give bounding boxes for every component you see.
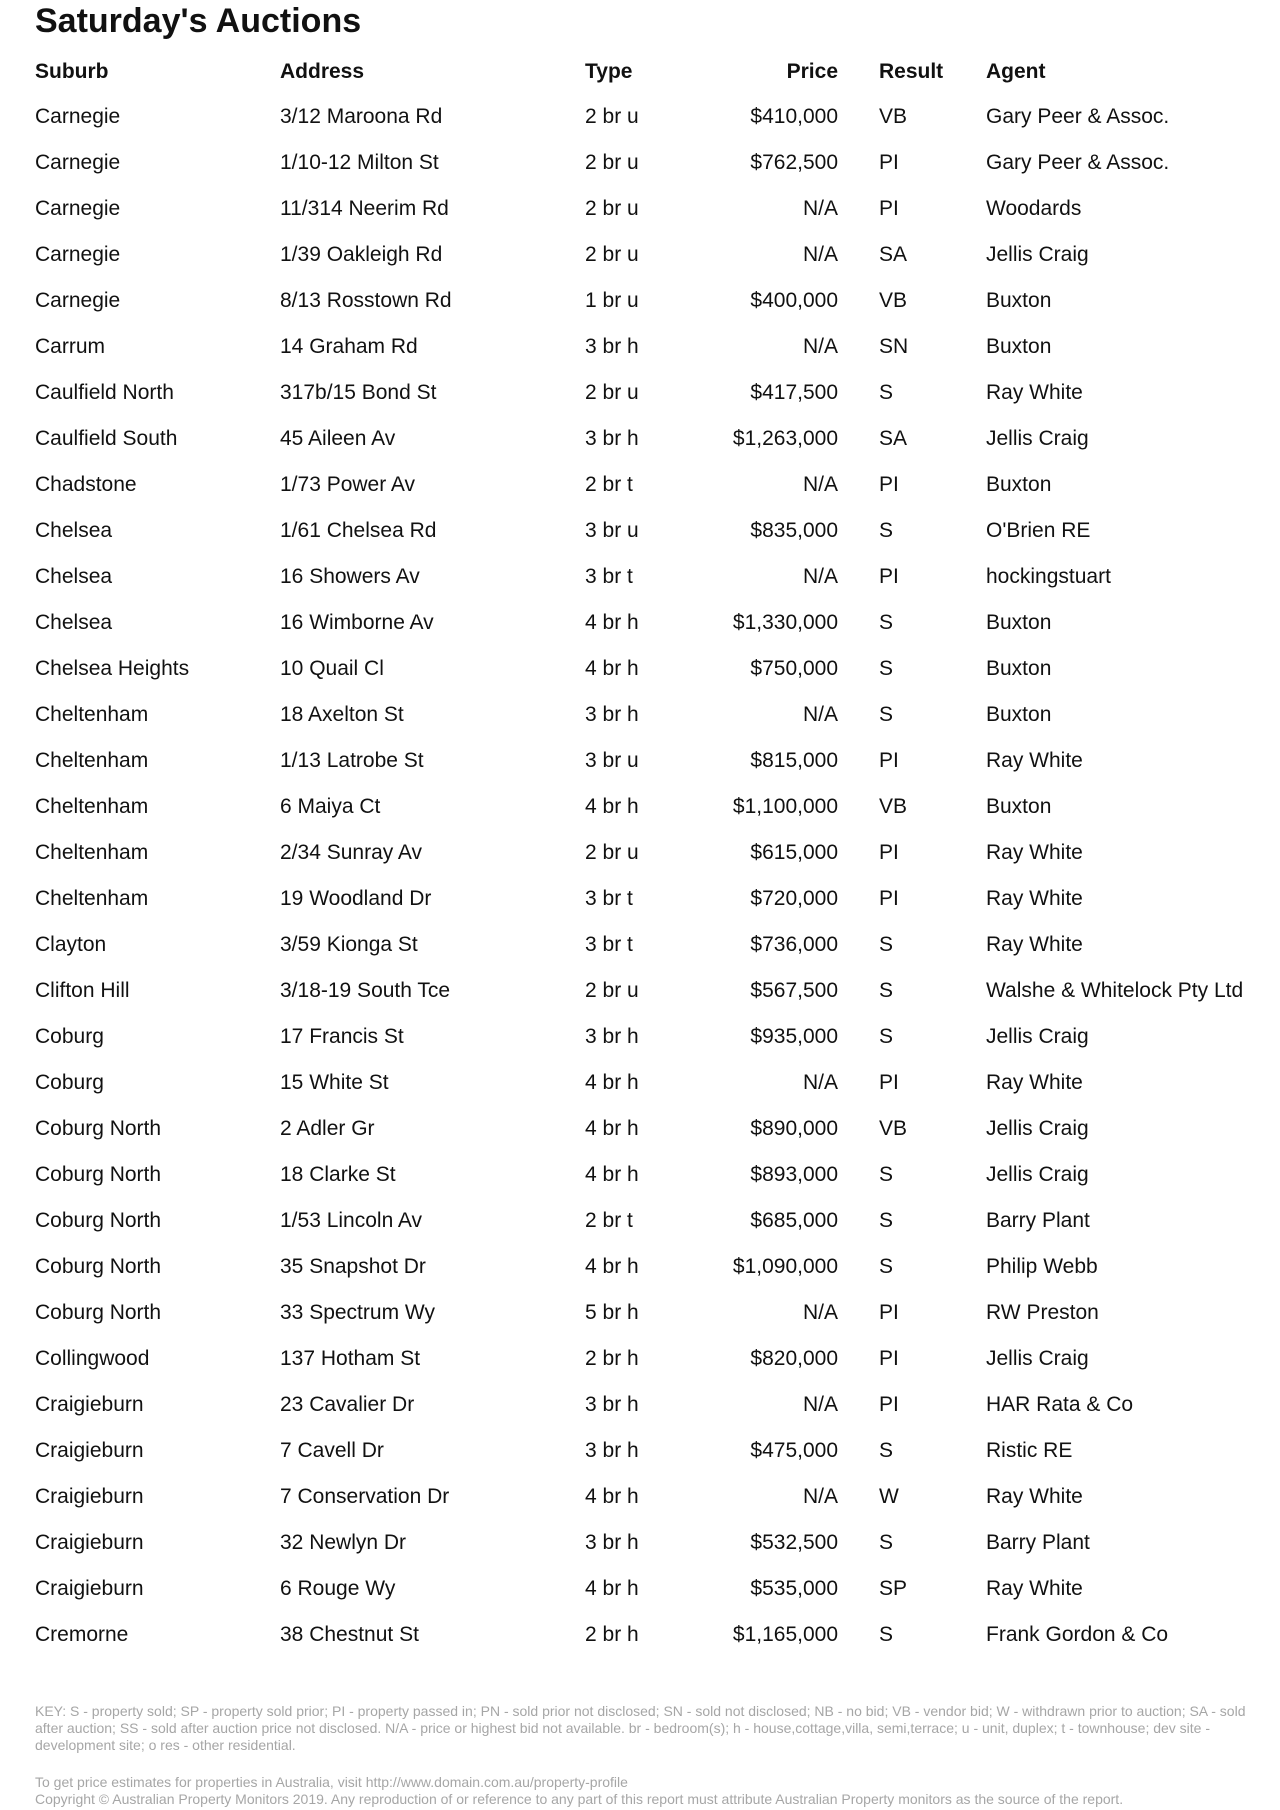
cell-type: 2 br u: [585, 243, 639, 266]
cell-gap: [838, 1106, 879, 1152]
cell-suburb: Coburg North: [35, 1209, 162, 1232]
cell-result: PI: [879, 197, 899, 220]
cell-result: S: [879, 611, 894, 634]
cell-agent: Ray White: [986, 749, 1083, 772]
cell-address: 18 Axelton St: [280, 703, 404, 726]
cell-result: VB: [879, 1117, 908, 1140]
cell-result: S: [879, 657, 894, 680]
cell-suburb: Collingwood: [35, 1347, 150, 1370]
cell-agent: Ristic RE: [986, 1439, 1073, 1462]
cell-gap: [838, 1198, 879, 1244]
cell-gap: [838, 416, 879, 462]
cell-suburb: Clifton Hill: [35, 979, 130, 1002]
cell-result: S: [879, 381, 894, 404]
table-row: [35, 508, 1255, 554]
column-header-result: Result: [879, 60, 944, 83]
cell-suburb: Chadstone: [35, 473, 137, 496]
cell-address: 19 Woodland Dr: [280, 887, 432, 910]
cell-agent: Buxton: [986, 335, 1052, 358]
cell-address: 1/73 Power Av: [280, 473, 416, 496]
cell-type: 4 br h: [585, 1117, 639, 1140]
table-row: [35, 784, 1255, 830]
cell-agent: RW Preston: [986, 1301, 1099, 1324]
cell-gap: [838, 1520, 879, 1566]
table-row: [35, 232, 1255, 278]
cell-type: 2 br u: [585, 381, 639, 404]
header-row: [35, 50, 1255, 94]
cell-gap: [838, 508, 879, 554]
cell-address: 16 Showers Av: [280, 565, 420, 588]
cell-address: 1/10-12 Milton St: [280, 151, 439, 174]
cell-suburb: Clayton: [35, 933, 107, 956]
cell-type: 3 br t: [585, 887, 633, 910]
cell-result: S: [879, 1623, 894, 1646]
cell-result: S: [879, 1163, 894, 1186]
cell-suburb: Carnegie: [35, 151, 121, 174]
cell-type: 2 br u: [585, 841, 639, 864]
cell-gap: [838, 324, 879, 370]
cell-type: 2 br t: [585, 473, 633, 496]
cell-gap: [838, 186, 879, 232]
cell-agent: Jellis Craig: [986, 243, 1089, 266]
cell-agent: Ray White: [986, 887, 1083, 910]
cell-gap: [838, 1060, 879, 1106]
table-row: [35, 692, 1255, 738]
cell-result: VB: [879, 289, 908, 312]
cell-agent: Walshe & Whitelock Pty Ltd: [986, 979, 1244, 1002]
cell-result: SN: [879, 335, 909, 358]
cell-price: N/A: [802, 473, 838, 496]
cell-suburb: Coburg North: [35, 1163, 162, 1186]
cell-gap: [838, 1290, 879, 1336]
cell-price: $893,000: [750, 1163, 838, 1186]
cell-address: 3/12 Maroona Rd: [280, 105, 443, 128]
cell-suburb: Chelsea Heights: [35, 657, 190, 680]
cell-suburb: Craigieburn: [35, 1393, 144, 1416]
price-estimate-note: To get price estimates for properties in Australia, visit http://www.domain.com.au/property-profile: [35, 1774, 628, 1790]
cell-price: $1,090,000: [732, 1255, 838, 1278]
cell-result: W: [879, 1485, 899, 1508]
auction-results-table: [35, 50, 1255, 1658]
cell-gap: [838, 1566, 879, 1612]
cell-address: 1/39 Oakleigh Rd: [280, 243, 443, 266]
cell-suburb: Cheltenham: [35, 749, 149, 772]
cell-price: $615,000: [750, 841, 838, 864]
page-title: Saturday's Auctions: [35, 2, 362, 40]
table-row: [35, 830, 1255, 876]
cell-price: $835,000: [750, 519, 838, 542]
cell-price: N/A: [802, 1071, 838, 1094]
table-row: [35, 554, 1255, 600]
cell-suburb: Craigieburn: [35, 1485, 144, 1508]
cell-price: $1,100,000: [732, 795, 838, 818]
cell-address: 33 Spectrum Wy: [280, 1301, 436, 1324]
table-row: [35, 1566, 1255, 1612]
cell-gap: [838, 278, 879, 324]
table-row: [35, 1382, 1255, 1428]
cell-price: $567,500: [750, 979, 838, 1002]
cell-result: PI: [879, 841, 899, 864]
cell-address: 8/13 Rosstown Rd: [280, 289, 452, 312]
table-row: [35, 1106, 1255, 1152]
cell-type: 3 br h: [585, 1531, 639, 1554]
table-row: [35, 1336, 1255, 1382]
cell-suburb: Cheltenham: [35, 841, 149, 864]
cell-suburb: Carnegie: [35, 105, 121, 128]
cell-agent: Ray White: [986, 933, 1083, 956]
cell-suburb: Coburg North: [35, 1255, 162, 1278]
cell-price: $820,000: [750, 1347, 838, 1370]
cell-type: 4 br h: [585, 1163, 639, 1186]
cell-gap: [838, 692, 879, 738]
cell-result: S: [879, 1531, 894, 1554]
cell-type: 2 br h: [585, 1623, 639, 1646]
column-header-address: Address: [280, 60, 365, 83]
cell-suburb: Chelsea: [35, 565, 113, 588]
cell-address: 17 Francis St: [280, 1025, 404, 1048]
table-row: [35, 600, 1255, 646]
cell-address: 3/18-19 South Tce: [280, 979, 451, 1002]
cell-result: S: [879, 979, 894, 1002]
column-header-price: Price: [786, 60, 838, 83]
cell-gap: [838, 1244, 879, 1290]
cell-address: 14 Graham Rd: [280, 335, 418, 358]
cell-gap: [838, 968, 879, 1014]
cell-address: 35 Snapshot Dr: [280, 1255, 426, 1278]
cell-gap: [838, 1014, 879, 1060]
cell-address: 11/314 Neerim Rd: [280, 197, 449, 220]
cell-address: 6 Rouge Wy: [280, 1577, 396, 1600]
table-row: [35, 416, 1255, 462]
footer: [35, 1774, 1255, 1808]
cell-address: 1/13 Latrobe St: [280, 749, 424, 772]
cell-agent: Buxton: [986, 289, 1052, 312]
cell-result: SA: [879, 427, 908, 450]
cell-type: 2 br h: [585, 1347, 639, 1370]
cell-type: 3 br u: [585, 749, 639, 772]
cell-gap: [838, 922, 879, 968]
cell-agent: Ray White: [986, 381, 1083, 404]
cell-price: $720,000: [750, 887, 838, 910]
cell-suburb: Carrum: [35, 335, 106, 358]
cell-suburb: Craigieburn: [35, 1531, 144, 1554]
cell-type: 3 br t: [585, 933, 633, 956]
cell-agent: Buxton: [986, 473, 1052, 496]
column-header-suburb: Suburb: [35, 60, 109, 83]
cell-agent: Woodards: [986, 197, 1082, 220]
cell-address: 317b/15 Bond St: [280, 381, 437, 404]
cell-suburb: Cheltenham: [35, 887, 149, 910]
cell-agent: HAR Rata & Co: [986, 1393, 1134, 1416]
table-row: [35, 278, 1255, 324]
cell-result: PI: [879, 1071, 899, 1094]
cell-price: $815,000: [750, 749, 838, 772]
cell-agent: Buxton: [986, 611, 1052, 634]
cell-type: 2 br u: [585, 979, 639, 1002]
cell-type: 3 br h: [585, 1439, 639, 1462]
cell-agent: Jellis Craig: [986, 1347, 1089, 1370]
cell-agent: Jellis Craig: [986, 427, 1089, 450]
cell-address: 38 Chestnut St: [280, 1623, 419, 1646]
cell-address: 10 Quail Cl: [280, 657, 384, 680]
cell-gap: [838, 1152, 879, 1198]
cell-price: N/A: [802, 243, 838, 266]
cell-result: S: [879, 1209, 894, 1232]
cell-type: 4 br h: [585, 657, 639, 680]
cell-agent: Ray White: [986, 841, 1083, 864]
cell-price: $890,000: [750, 1117, 838, 1140]
cell-result: PI: [879, 473, 899, 496]
cell-price: $762,500: [750, 151, 838, 174]
cell-agent: Gary Peer & Assoc.: [986, 105, 1170, 128]
cell-price: N/A: [802, 197, 838, 220]
cell-result: PI: [879, 1393, 899, 1416]
cell-price: $400,000: [750, 289, 838, 312]
table-row: [35, 1244, 1255, 1290]
cell-gap: [838, 232, 879, 278]
cell-type: 1 br u: [585, 289, 639, 312]
cell-price: $532,500: [750, 1531, 838, 1554]
cell-suburb: Carnegie: [35, 197, 121, 220]
cell-agent: Ray White: [986, 1071, 1083, 1094]
cell-type: 3 br h: [585, 427, 639, 450]
cell-address: 16 Wimborne Av: [280, 611, 434, 634]
cell-gap: [838, 738, 879, 784]
table-row: [35, 1474, 1255, 1520]
cell-result: PI: [879, 749, 899, 772]
cell-suburb: Chelsea: [35, 611, 113, 634]
cell-type: 4 br h: [585, 1485, 639, 1508]
cell-agent: Buxton: [986, 795, 1052, 818]
cell-suburb: Craigieburn: [35, 1439, 144, 1462]
cell-suburb: Carnegie: [35, 243, 121, 266]
cell-agent: Barry Plant: [986, 1531, 1090, 1554]
cell-gap: [838, 876, 879, 922]
table-row: [35, 370, 1255, 416]
table-row: [35, 324, 1255, 370]
cell-price: N/A: [802, 565, 838, 588]
column-header-agent: Agent: [986, 60, 1046, 83]
cell-price: N/A: [802, 1485, 838, 1508]
cell-price: $535,000: [750, 1577, 838, 1600]
cell-gap: [838, 830, 879, 876]
cell-address: 32 Newlyn Dr: [280, 1531, 407, 1554]
copyright-note: Copyright © Australian Property Monitors 2019. Any reproduction of or reference to any part of this report must attribute Australian Property monitors as the source of the report.: [35, 1791, 1124, 1807]
cell-gap: [838, 94, 879, 140]
cell-suburb: Craigieburn: [35, 1577, 144, 1600]
cell-result: VB: [879, 105, 908, 128]
cell-price: N/A: [802, 1393, 838, 1416]
table-row: [35, 1198, 1255, 1244]
cell-suburb: Chelsea: [35, 519, 113, 542]
table-row: [35, 186, 1255, 232]
cell-agent: Ray White: [986, 1485, 1083, 1508]
table-row: [35, 94, 1255, 140]
table-row: [35, 1014, 1255, 1060]
cell-gap: [838, 646, 879, 692]
table-row: [35, 876, 1255, 922]
cell-price: $1,165,000: [732, 1623, 838, 1646]
cell-address: 7 Cavell Dr: [280, 1439, 384, 1462]
cell-result: S: [879, 703, 894, 726]
table-row: [35, 646, 1255, 692]
table-row: [35, 922, 1255, 968]
cell-gap: [838, 1428, 879, 1474]
cell-agent: hockingstuart: [986, 565, 1111, 588]
cell-agent: Gary Peer & Assoc.: [986, 151, 1170, 174]
cell-price: $736,000: [750, 933, 838, 956]
cell-result: SP: [879, 1577, 908, 1600]
column-gap: [838, 50, 879, 94]
cell-suburb: Cheltenham: [35, 795, 149, 818]
column-header-type: Type: [585, 60, 633, 83]
cell-result: PI: [879, 1301, 899, 1324]
cell-result: PI: [879, 151, 899, 174]
legend-key: KEY: S - property sold; SP - property sold prior; PI - property passed in; PN - sold prior not disclosed; SN - sold not disclosed; NB - no bid; VB - vendor bid; W - withdrawn prior to auction; SA - sold after auction; SS - sold after auction price not disclosed. N/A - price or highest bid not available. br - bedroom(s); h - house,cottage,villa, semi,terrace; u - unit, duplex; t - townhouse; dev site - development site; o res - other residential.: [35, 1703, 1246, 1753]
cell-gap: [838, 600, 879, 646]
cell-price: N/A: [802, 1301, 838, 1324]
cell-type: 4 br h: [585, 1577, 639, 1600]
cell-agent: Frank Gordon & Co: [986, 1623, 1169, 1646]
cell-result: SA: [879, 243, 908, 266]
cell-type: 2 br u: [585, 197, 639, 220]
cell-suburb: Coburg: [35, 1071, 104, 1094]
cell-result: S: [879, 1255, 894, 1278]
cell-agent: Jellis Craig: [986, 1025, 1089, 1048]
cell-agent: Jellis Craig: [986, 1163, 1089, 1186]
cell-type: 2 br t: [585, 1209, 633, 1232]
cell-agent: Buxton: [986, 703, 1052, 726]
cell-agent: Philip Webb: [986, 1255, 1098, 1278]
cell-address: 7 Conservation Dr: [280, 1485, 450, 1508]
cell-type: 3 br t: [585, 565, 633, 588]
cell-result: S: [879, 933, 894, 956]
cell-address: 3/59 Kionga St: [280, 933, 418, 956]
table-row: [35, 1152, 1255, 1198]
cell-address: 45 Aileen Av: [280, 427, 396, 450]
cell-address: 137 Hotham St: [280, 1347, 421, 1370]
cell-price: $1,330,000: [732, 611, 838, 634]
cell-type: 3 br h: [585, 1393, 639, 1416]
cell-gap: [838, 1336, 879, 1382]
cell-type: 5 br h: [585, 1301, 639, 1324]
cell-suburb: Caulfield South: [35, 427, 178, 450]
cell-type: 3 br h: [585, 1025, 639, 1048]
cell-type: 4 br h: [585, 795, 639, 818]
cell-gap: [838, 140, 879, 186]
cell-type: 4 br h: [585, 611, 639, 634]
cell-address: 23 Cavalier Dr: [280, 1393, 415, 1416]
table-row: [35, 462, 1255, 508]
cell-gap: [838, 554, 879, 600]
cell-agent: Jellis Craig: [986, 1117, 1089, 1140]
cell-gap: [838, 784, 879, 830]
cell-suburb: Cheltenham: [35, 703, 149, 726]
cell-address: 2/34 Sunray Av: [280, 841, 423, 864]
cell-price: N/A: [802, 703, 838, 726]
cell-price: $935,000: [750, 1025, 838, 1048]
cell-price: $1,263,000: [732, 427, 838, 450]
cell-address: 1/53 Lincoln Av: [280, 1209, 423, 1232]
cell-agent: Ray White: [986, 1577, 1083, 1600]
cell-result: S: [879, 519, 894, 542]
cell-type: 2 br u: [585, 151, 639, 174]
cell-type: 4 br h: [585, 1255, 639, 1278]
cell-price: $417,500: [750, 381, 838, 404]
cell-address: 15 White St: [280, 1071, 389, 1094]
cell-type: 3 br h: [585, 703, 639, 726]
cell-suburb: Coburg: [35, 1025, 104, 1048]
cell-agent: Barry Plant: [986, 1209, 1090, 1232]
cell-address: 2 Adler Gr: [280, 1117, 375, 1140]
table-row: [35, 738, 1255, 784]
cell-result: PI: [879, 1347, 899, 1370]
table-row: [35, 1428, 1255, 1474]
cell-price: $410,000: [750, 105, 838, 128]
cell-type: 3 br u: [585, 519, 639, 542]
cell-type: 3 br h: [585, 335, 639, 358]
cell-address: 1/61 Chelsea Rd: [280, 519, 437, 542]
table-row: [35, 1060, 1255, 1106]
table-row: [35, 1612, 1255, 1658]
table-row: [35, 1290, 1255, 1336]
cell-suburb: Carnegie: [35, 289, 121, 312]
cell-gap: [838, 1382, 879, 1428]
cell-price: $475,000: [750, 1439, 838, 1462]
cell-suburb: Coburg North: [35, 1117, 162, 1140]
cell-suburb: Caulfield North: [35, 381, 174, 404]
cell-type: 4 br h: [585, 1071, 639, 1094]
cell-gap: [838, 462, 879, 508]
cell-gap: [838, 1612, 879, 1658]
cell-price: $750,000: [750, 657, 838, 680]
cell-suburb: Coburg North: [35, 1301, 162, 1324]
cell-result: PI: [879, 565, 899, 588]
cell-result: VB: [879, 795, 908, 818]
cell-result: S: [879, 1025, 894, 1048]
cell-result: PI: [879, 887, 899, 910]
cell-result: S: [879, 1439, 894, 1462]
table-row: [35, 968, 1255, 1014]
table-row: [35, 140, 1255, 186]
cell-gap: [838, 1474, 879, 1520]
table-body: [35, 94, 1255, 1658]
cell-address: 18 Clarke St: [280, 1163, 396, 1186]
cell-type: 2 br u: [585, 105, 639, 128]
cell-agent: Buxton: [986, 657, 1052, 680]
table-header: [35, 50, 1255, 94]
cell-agent: O'Brien RE: [986, 519, 1091, 542]
cell-gap: [838, 370, 879, 416]
cell-price: N/A: [802, 335, 838, 358]
cell-price: $685,000: [750, 1209, 838, 1232]
cell-suburb: Cremorne: [35, 1623, 129, 1646]
table-row: [35, 1520, 1255, 1566]
cell-address: 6 Maiya Ct: [280, 795, 381, 818]
